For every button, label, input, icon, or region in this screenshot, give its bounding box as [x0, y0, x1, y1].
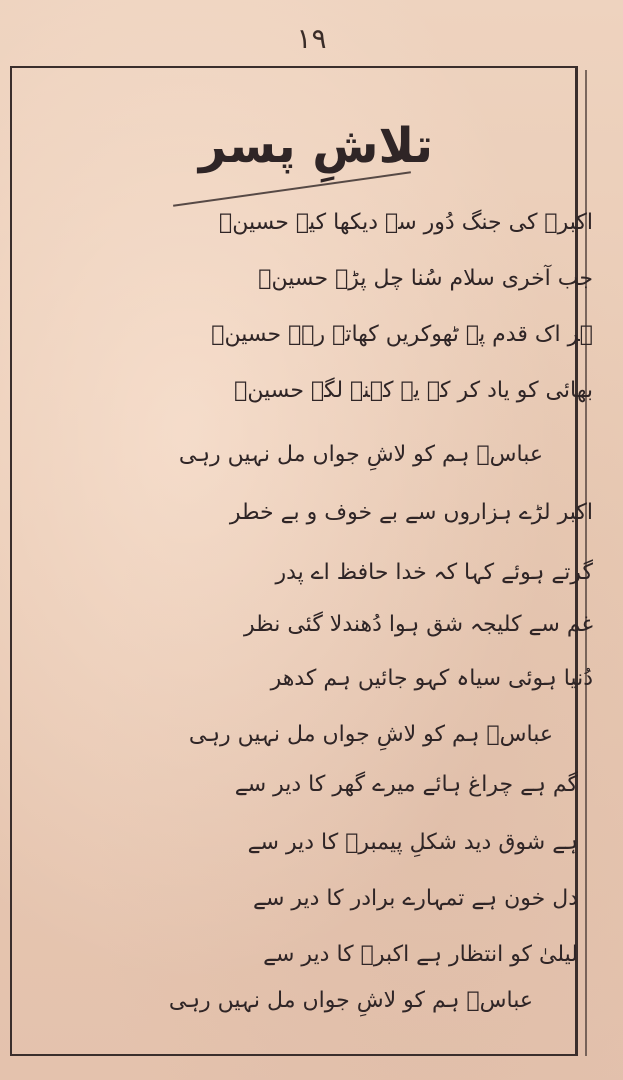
- stanza-2-refrain: عباسؑ ہم کو لاشِ جواں مل نہیں رہی: [188, 722, 553, 747]
- stanza-1-line-1: اکبرؑ کی جنگ دُور سے دیکھا کیے حسینؑ: [219, 210, 593, 235]
- stanza-3-line-2: ہے شوق دید شکلِ پیمبرؐ کا دیر سے: [247, 830, 578, 855]
- stanza-3-refrain: عباسؑ ہم کو لاشِ جواں مل نہیں رہی: [168, 988, 533, 1013]
- stanza-3-line-4: لیلیٰ کو انتظار ہے اکبرؑ کا دیر سے: [263, 942, 578, 967]
- stanza-1-line-3: ہر اک قدم پہ ٹھوکریں کھاتے رہے حسینؑ: [211, 322, 593, 347]
- stanza-2-line-2: گرتے ہوئے کہا کہ خدا حافظ اے پدر: [275, 560, 593, 585]
- stanza-3-line-3: دل خون ہے تمہارے برادر کا دیر سے: [253, 886, 578, 911]
- stanza-2-line-1: اکبر لڑے ہزاروں سے بے خوف و بے خطر: [229, 500, 593, 525]
- stanza-2-line-4: دُنیا ہوئی سیاہ کہو جائیں ہم کدھر: [270, 666, 593, 691]
- stanza-3-line-1: گم ہے چراغ ہائے میرے گھر کا دیر سے: [234, 772, 578, 797]
- page-number: ۱۹: [296, 22, 327, 55]
- stanza-1-line-2: جب آخری سلام سُنا چل پڑے حسینؑ: [258, 266, 593, 291]
- stanza-1-line-4: بھائی کو یاد کر کے یہ کہنے لگے حسینؑ: [234, 378, 593, 403]
- stanza-1-refrain: عباسؑ ہم کو لاشِ جواں مل نہیں رہی: [178, 442, 543, 467]
- poem-title: تلاشِ پسر: [198, 118, 433, 174]
- stanza-2-line-3: غم سے کلیجہ شق ہوا دُھندلا گئی نظر: [244, 612, 593, 637]
